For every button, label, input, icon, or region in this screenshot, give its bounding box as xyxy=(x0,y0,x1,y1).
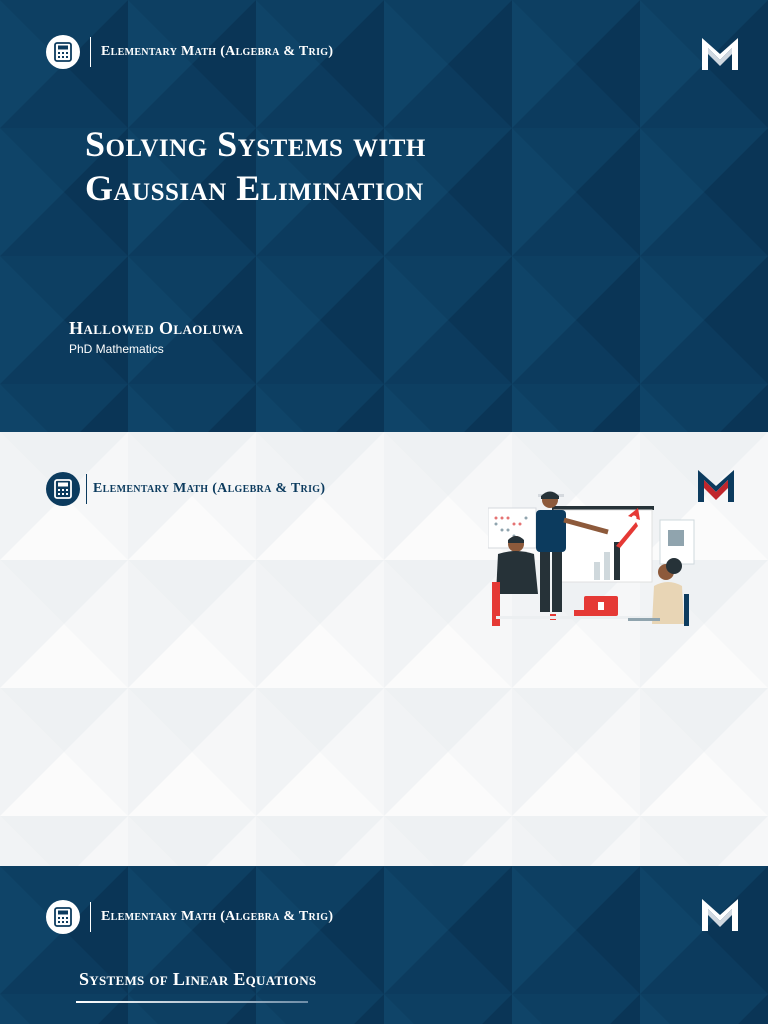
cover-slide xyxy=(0,0,768,432)
header-divider xyxy=(90,37,91,67)
author-credential: PhD Mathematics xyxy=(69,342,164,356)
course-title: Elementary Math (Algebra & Trig) xyxy=(101,44,334,59)
header-divider xyxy=(90,902,91,932)
course-header xyxy=(46,900,333,934)
section-slide xyxy=(0,866,768,1024)
author-name: Hallowed Olaoluwa xyxy=(69,318,244,338)
objectives-slide xyxy=(0,432,768,866)
calculator-icon xyxy=(46,35,80,69)
course-title: Elementary Math (Algebra & Trig) xyxy=(93,481,326,496)
section-title: Systems of Linear Equations xyxy=(79,969,317,989)
section-underline xyxy=(76,1001,308,1003)
course-header xyxy=(46,35,333,69)
presentation-title xyxy=(85,122,426,210)
header-divider xyxy=(86,474,87,504)
presentation-team-illustration xyxy=(488,490,700,630)
m-logo-icon xyxy=(698,470,734,502)
course-header xyxy=(46,472,325,506)
m-logo-icon xyxy=(702,899,738,931)
course-title: Elementary Math (Algebra & Trig) xyxy=(101,909,334,924)
title-line-2: Gaussian Elimination xyxy=(85,168,424,208)
calculator-icon xyxy=(46,472,80,506)
calculator-icon xyxy=(46,900,80,934)
m-logo-icon xyxy=(702,38,738,70)
title-line-1: Solving Systems with xyxy=(85,124,426,164)
